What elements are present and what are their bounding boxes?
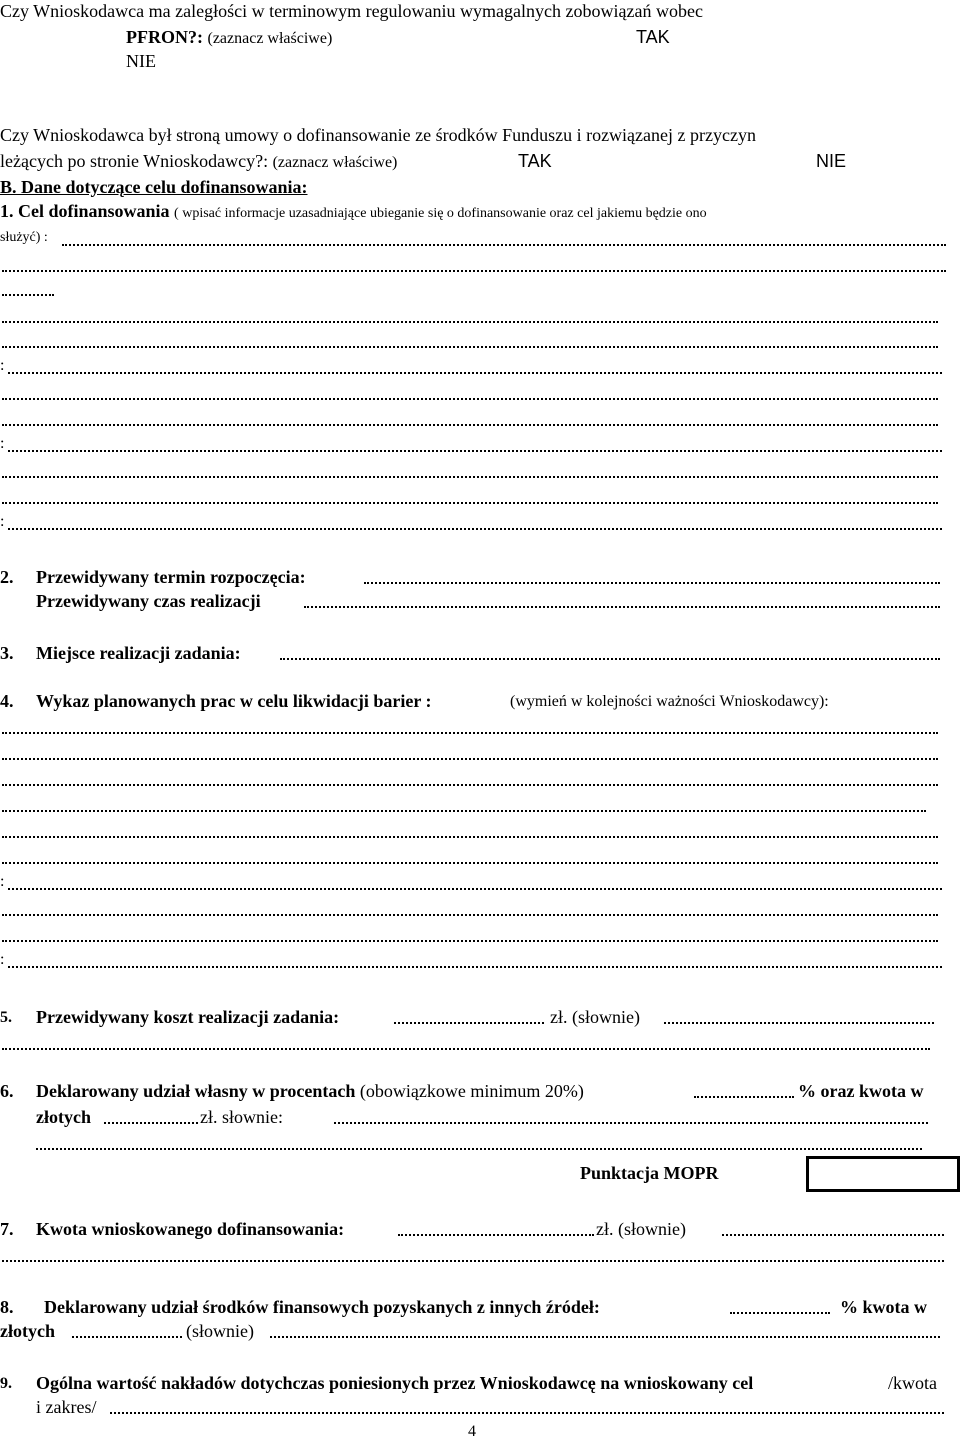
item6-number: 6.: [0, 1081, 14, 1101]
item6-percent-field[interactable]: [694, 1096, 794, 1098]
q-arrears-tak-option[interactable]: TAK: [636, 27, 670, 47]
q-contract-question: leżących po stronie Wnioskodawcy?:: [0, 151, 269, 171]
q-arrears-pfron: PFRON?:: [126, 27, 203, 47]
item2-start-label: Przewidywany termin rozpoczęcia:: [36, 567, 306, 587]
item1-answer-line-7[interactable]: [2, 398, 938, 400]
item1-label: Cel dofinansowania: [18, 201, 170, 221]
item2-start-field[interactable]: [364, 582, 940, 584]
item4-colon-1: :: [0, 873, 5, 890]
q-contract-hint: (zaznacz właściwe): [272, 154, 398, 171]
q-contract-tak-option[interactable]: TAK: [518, 151, 552, 171]
item4-answer-line-3[interactable]: [2, 784, 938, 786]
item1-answer-line-12[interactable]: [8, 528, 942, 530]
item4-number: 4.: [0, 691, 14, 711]
item6-zlotych-label: złotych: [36, 1107, 91, 1127]
item1-answer-line-1[interactable]: [62, 244, 946, 246]
item1-answer-line-11[interactable]: [2, 502, 938, 504]
item7-amount-field[interactable]: [398, 1234, 594, 1236]
item7-words-field-2[interactable]: [2, 1260, 944, 1262]
item7-number: 7.: [0, 1219, 14, 1239]
item6-amount-field[interactable]: [104, 1122, 198, 1124]
item6-line1: [36, 1082, 584, 1100]
item2-duration-label: Przewidywany czas realizacji: [36, 591, 261, 611]
q-contract-line1: Czy Wnioskodawca był stroną umowy o dofinansowanie ze środków Funduszu i rozwiązanej z przyczyn: [0, 125, 756, 145]
item9-field[interactable]: [110, 1412, 944, 1414]
item8-label: Deklarowany udział środków finansowych pozyskanych z innych źródeł:: [44, 1297, 600, 1317]
item4-label: Wykaz planowanych prac w celu likwidacji barier :: [36, 691, 432, 711]
item3-field[interactable]: [280, 658, 940, 660]
item7-words-field[interactable]: [722, 1234, 944, 1236]
item1-answer-line-5[interactable]: [2, 346, 938, 348]
item1-answer-line-9[interactable]: [8, 450, 942, 452]
q-contract-nie-option[interactable]: NIE: [816, 151, 847, 171]
item6-pct-label: % oraz kwota w: [798, 1081, 924, 1101]
item1-hint: ( wpisać informacje uzasadniające ubieganie się o dofinansowanie oraz cel jakiemu będzie ono: [174, 206, 707, 221]
item9-label: Ogólna wartość nakładów dotychczas poniesionych przez Wnioskodawcę na wnioskowany cel: [36, 1373, 754, 1393]
item8-zlotych-label: złotych: [0, 1321, 55, 1341]
item1-colon-3: :: [0, 513, 5, 530]
item1-hint-line2: służyć) :: [0, 230, 48, 245]
item4-answer-line-6[interactable]: [2, 862, 938, 864]
item1-answer-line-3[interactable]: [2, 294, 54, 296]
item1-answer-line-4[interactable]: [2, 321, 938, 323]
item9-line2: i zakres/: [36, 1397, 97, 1417]
page-number: 4: [468, 1423, 476, 1440]
item5-amount-field[interactable]: [394, 1022, 544, 1024]
item8-amount-field[interactable]: [72, 1336, 182, 1338]
item7-zl-label: zł. (słownie): [596, 1219, 686, 1239]
item4-answer-line-2[interactable]: [2, 758, 938, 760]
item4-answer-line-7[interactable]: [8, 888, 942, 890]
score-box[interactable]: [806, 1156, 960, 1192]
item5-label: Przewidywany koszt realizacji zadania:: [36, 1007, 340, 1027]
item6-label: Deklarowany udział własny w procentach: [36, 1081, 356, 1101]
item9-number: 9.: [0, 1375, 12, 1392]
item8-zl-label: (słownie): [186, 1321, 254, 1341]
item8-pct-label: % kwota w: [840, 1297, 928, 1317]
item8-percent-field[interactable]: [730, 1312, 830, 1314]
item7-label: Kwota wnioskowanego dofinansowania:: [36, 1219, 345, 1239]
item1-answer-line-6[interactable]: [8, 372, 942, 374]
item4-answer-line-1[interactable]: [2, 732, 938, 734]
item1-answer-line-2[interactable]: [2, 270, 946, 272]
item1-colon-2: :: [0, 435, 5, 452]
item1-number: 1.: [0, 201, 14, 221]
item4-answer-line-4[interactable]: [2, 810, 926, 812]
item4-answer-line-8[interactable]: [2, 914, 938, 916]
item2-duration-field[interactable]: [304, 606, 940, 608]
q-arrears-nie-option[interactable]: NIE: [126, 51, 156, 71]
item1-heading: [0, 202, 707, 221]
item4-colon-2: :: [0, 951, 5, 968]
item5-number: 5.: [0, 1009, 12, 1026]
item3-number: 3.: [0, 643, 14, 663]
item5-words-field-2[interactable]: [2, 1048, 930, 1050]
item4-answer-line-10[interactable]: [8, 966, 942, 968]
item4-hint: (wymień w kolejności ważności Wnioskodawcy):: [510, 693, 829, 710]
item8-words-field[interactable]: [270, 1336, 940, 1338]
item5-zl-label: zł. (słownie): [550, 1007, 640, 1027]
item6-words-field[interactable]: [334, 1122, 928, 1124]
item4-answer-line-9[interactable]: [2, 940, 938, 942]
item2-number: 2.: [0, 567, 14, 587]
item6-words-field-2[interactable]: [36, 1148, 922, 1150]
item1-answer-line-8[interactable]: [2, 424, 938, 426]
item6-zl-label: zł. słownie:: [200, 1107, 283, 1127]
q-arrears-hint: (zaznacz właściwe): [207, 30, 333, 47]
item1-colon-1: :: [0, 357, 5, 374]
score-label: Punktacja MOPR: [580, 1163, 719, 1183]
item1-answer-line-10[interactable]: [2, 476, 938, 478]
item4-answer-line-5[interactable]: [2, 836, 938, 838]
item8-number: 8.: [0, 1297, 14, 1317]
q-contract-line2: [0, 152, 397, 171]
item9-hint: /kwota: [888, 1373, 937, 1393]
section-b-title: B. Dane dotyczące celu dofinansowania:: [0, 177, 308, 197]
q-arrears-line2: [126, 28, 332, 47]
item3-label: Miejsce realizacji zadania:: [36, 643, 241, 663]
item6-hint: (obowiązkowe minimum 20%): [359, 1081, 584, 1101]
item5-words-field[interactable]: [664, 1022, 934, 1024]
q-arrears-line1: Czy Wnioskodawca ma zaległości w terminowym regulowaniu wymagalnych zobowiązań wobec: [0, 1, 703, 21]
